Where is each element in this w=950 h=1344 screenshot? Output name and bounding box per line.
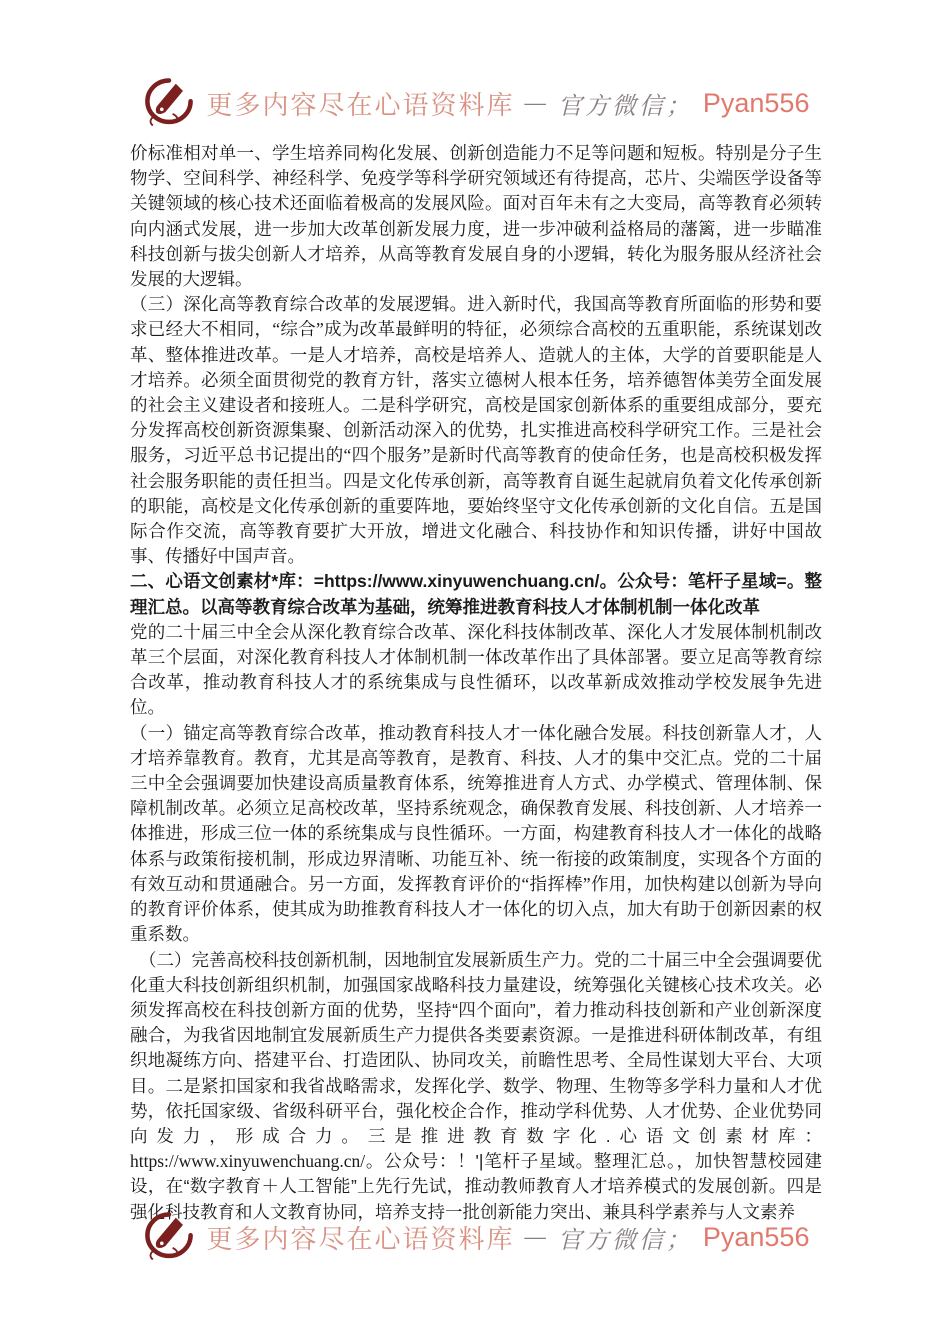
paragraph-section-3: （三）深化高等教育综合改革的发展逻辑。进入新时代，我国高等教育所面临的形势和要求已经大不相同，“综合”成为改革最鲜明的特征，必须综合高校的五重职能，系统谋划改革、整体推进改革。一是人才培养，高校是培养人、造就人的主体，大学的首要职能是人才培养。必须全面贯彻党的教育方针，落实立德树人根本任务，培养德智体美劳全面发展的社会主义建设者和接班人。二是科学研究，高校是国家创新体系的重要组成部分，要充分发挥高校创新资源集聚、创新活动深入的优势，扎实推进高校科学研究工作。三是社会服务，习近平总书记提出的“四个服务”是新时代高等教育的使命任务，也是高校积极发挥社会服务职能的责任担当。四是文化传承创新，高等教育自诞生起就肩负着文化传承创新的职能，高校是文化传承创新的重要阵地，要始终坚守文化传承创新的文化自信。五是国际合作交流，高等教育要扩大开放，增进文化融合、科技协作和知识传播，讲好中国故事、传播好中国声音。 (130, 294, 822, 567)
paragraph-plenum: 党的二十届三中全会从深化教育综合改革、深化科技体制改革、深化人才发展体制机制改革三个层面，对深化教育科技人才体制机制一体改革作出了具体部署。要立足高等教育综合改革，推动教育科技人才的系统集成与良性循环，以改革新成效推动学校发展争先进位。 (130, 621, 822, 718)
heading-section-2: 二、心语文创素材*库：=https://www.xinyuwenchuang.cn/。公众号：笔杆子星域=。整理汇总。以高等教育综合改革为基础，统筹推进教育科技人才体制机制一体化改革 (130, 571, 822, 617)
paragraph-item-1: （一）锚定高等教育综合改革，推动教育科技人才一体化融合发展。科技创新靠人才，人才培养靠教育。教育，尤其是高等教育，是教育、科技、人才的集中交汇点。党的二十届三中全会强调要加快建设高质量教育体系，统筹推进育人方式、办学模式、管理体制、保障机制改革。必须立足高校改革，坚持系统观念，确保教育发展、科技创新、人才培养一体推进，形成三位一体的系统集成与良性循环。一方面，构建教育科技人才一体化的战略体系与政策衔接机制，形成边界清晰、功能互补、统一衔接的政策制度，实现各个方面的有效互动和贯通融合。另一方面，发挥教育评价的“指挥棒”作用，加快构建以创新为导向的教育评价体系，使其成为助推教育科技人才一体化的切入点，加大有助于创新因素的权重系数。 (130, 722, 822, 945)
document-body (130, 141, 822, 1225)
inline-url-text: https://www.xinyuwenchuang.cn/ (130, 1151, 366, 1172)
banner-dash: — (524, 1223, 546, 1250)
banner-wechat-id: Pyan556 (702, 87, 810, 118)
header-promo-banner (0, 72, 950, 134)
paragraph-item-2-text: （二）完善高校科技创新机制，因地制宜发展新质生产力。党的二十届三中全会强调要优化重大科技创新组织机制，加强国家战略科技力量建设，统筹强化关键核心技术攻关。必须发挥高校在科技创新方面的优势，坚持“四个面向”，着力推动科技创新和产业创新深度融合，为我省因地制宜发展新质生产力提供各类要素资源。一是推进科研体制改革，有组织地凝练方向、搭建平台、打造团队、协同攻关，前瞻性思考、全局性谋划大平台、大项目。二是紧扣国家和我省战略需求，发挥化学、数学、物理、生物等多学科力量和人才优势，依托国家级、省级科研平台，强化校企合作，推动学科优势、人才优势、企业优势同向发力，形成合力。三是推进教育数字化.心语文创素材库： (130, 949, 822, 1146)
paragraph-item-2 (130, 948, 822, 1225)
banner-wechat-label: 官方微信； (557, 1227, 693, 1254)
pen-swirl-icon (141, 76, 197, 130)
banner-brand-text: 更多内容尽在心语资料库 (206, 90, 515, 120)
paragraph-continuation: 价标准相对单一、学生培养同构化发展、创新创造能力不足等问题和短板。特别是分子生物学、空间科学、神经科学、免疫学等科学研究领域还有待提高，芯片、尖端医学设备等关键领域的核心技术还面临着极高的发展风险。面对百年未有之大变局，高等教育必须转向内涵式发展，进一步加大改革创新发展力度，进一步冲破利益格局的藩篱，进一步瞄准科技创新与拔尖创新人才培养，从高等教育发展自身的小逻辑，转化为服务服从经济社会发展的大逻辑。 (130, 143, 822, 290)
footer-promo-banner (0, 1206, 950, 1268)
banner-wechat-id: Pyan556 (702, 1221, 810, 1252)
banner-brand-text: 更多内容尽在心语资料库 (206, 1224, 515, 1254)
pen-swirl-icon (141, 1210, 197, 1264)
banner-wechat-label: 官方微信； (557, 93, 693, 120)
banner-dash: — (524, 89, 546, 116)
paragraph-item-2-text-cont: 。公众号：！'|笔杆子星域。整理汇总。，加快智慧校园建设，在“数字教育＋人工智能”上先行先试，推动教师教育人才培养模式的发展创新。四是强化科技教育和人文教育协同，培养支持一批创新能力突出、兼具科学素养与人文素养 (130, 1151, 822, 1222)
